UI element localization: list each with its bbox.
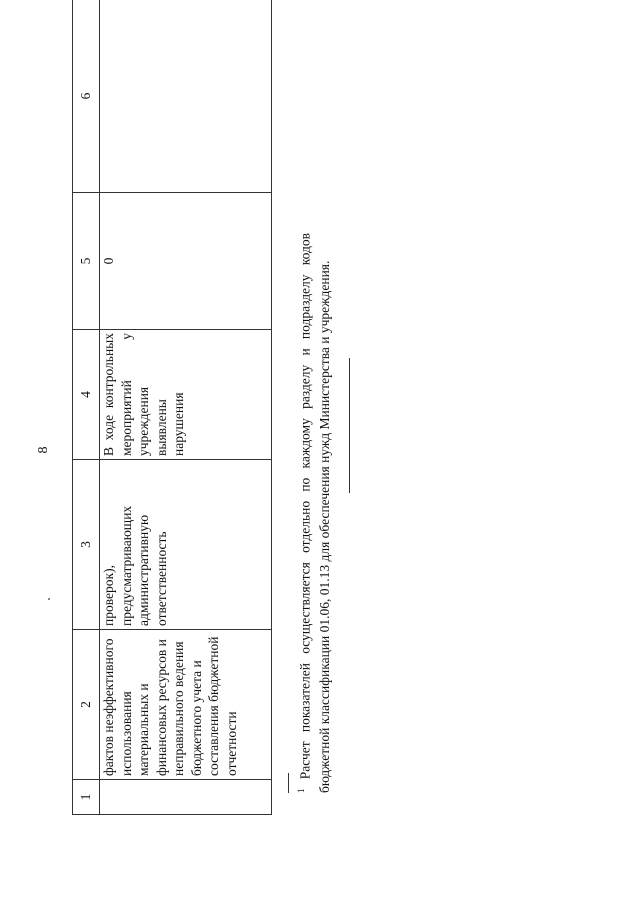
- header-cell: 6: [73, 0, 100, 193]
- separator-rule: [349, 358, 350, 493]
- table-cell-col4: В ходе контрольных мероприятий у учреждения выявлены нарушения: [100, 330, 272, 460]
- table-cell-col2: фактов неэффективного использования материальных и финансовых ресурсов и неправильного ведения бюджетного учета и составления бюджетной отчетности: [100, 630, 272, 780]
- footnote: [292, 233, 335, 793]
- table-cell-col6: [100, 0, 272, 193]
- header-cell: 5: [73, 193, 100, 330]
- footnote-text: Расчет показателей осуществляется отдельно по каждому разделу и подразделу кодов бюджетной классификации 01.06, 01.13 для обеспечения нужд Министерства и учреждения.: [297, 233, 332, 793]
- header-cell: 1: [73, 780, 100, 815]
- footnote-marker: 1: [296, 788, 306, 793]
- table-cell-col5: 0: [100, 193, 272, 330]
- indicators-table: [72, 0, 272, 815]
- table-row: [100, 0, 272, 815]
- table-cell-col1: [100, 780, 272, 815]
- header-cell: 3: [73, 460, 100, 630]
- scan-speck: [48, 598, 50, 600]
- page-number: 8: [36, 446, 51, 454]
- header-cell: 2: [73, 630, 100, 780]
- table-cell-col3: проверок), предусматривающих административную ответственность: [100, 460, 272, 630]
- table-header-row: [73, 0, 100, 815]
- footnote-rule: [288, 773, 289, 793]
- header-cell: 4: [73, 330, 100, 460]
